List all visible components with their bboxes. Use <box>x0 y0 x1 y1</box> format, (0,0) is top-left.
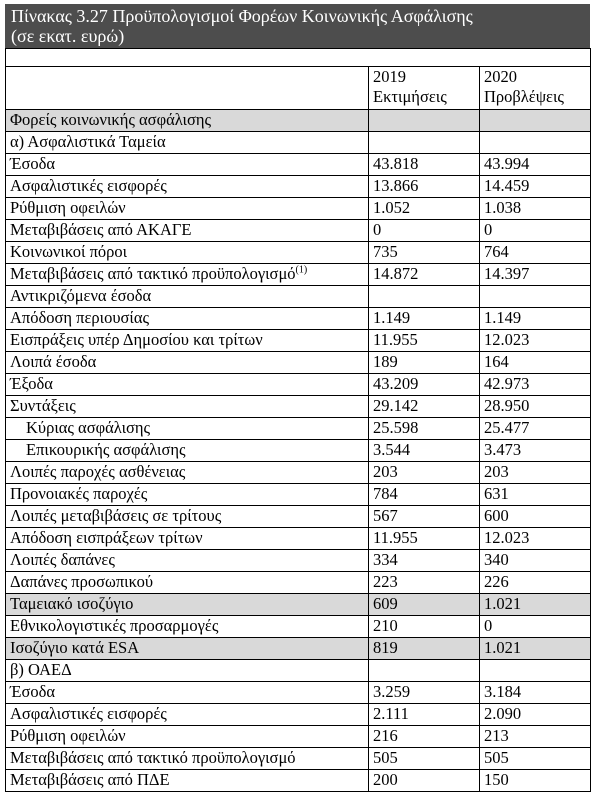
value-2020: 0 <box>480 220 591 242</box>
row-label <box>6 198 369 220</box>
table-row <box>6 506 591 528</box>
value-2019: 216 <box>369 726 480 748</box>
value-2020: 43.994 <box>480 154 591 176</box>
spacer-cell <box>6 49 591 67</box>
value-2020: 340 <box>480 550 591 572</box>
row-label <box>6 572 369 594</box>
value-2019: 189 <box>369 352 480 374</box>
value-2020: 764 <box>480 242 591 264</box>
value-2020: 0 <box>480 616 591 638</box>
row-label-text: Λοιπά έσοδα <box>10 352 97 371</box>
value-2019: 43.818 <box>369 154 480 176</box>
table-row <box>6 396 591 418</box>
value-2019: 3.259 <box>369 682 480 704</box>
table-row <box>6 638 591 660</box>
value-2020 <box>480 660 591 682</box>
table-row <box>6 462 591 484</box>
row-label-text: Μεταβιβάσεις από τακτικό προϋπολογισμό <box>10 264 296 283</box>
value-2020: 12.023 <box>480 528 591 550</box>
row-label-text: Μεταβιβάσεις από ΠΔΕ <box>10 770 170 789</box>
row-label <box>6 396 369 418</box>
table-row <box>6 704 591 726</box>
row-label <box>6 286 369 308</box>
table-row <box>6 374 591 396</box>
table-row <box>6 308 591 330</box>
row-label <box>6 748 369 770</box>
row-label-text: Μεταβιβάσεις από τακτικό προϋπολογισμό <box>10 748 296 767</box>
value-2019 <box>369 660 480 682</box>
section-header: Φορείς κοινωνικής ασφάλισης <box>6 110 369 132</box>
row-label <box>6 660 369 682</box>
value-2020 <box>480 286 591 308</box>
value-2019: 14.872 <box>369 264 480 286</box>
section-header-blank <box>369 110 480 132</box>
row-label <box>6 154 369 176</box>
row-label-text: α) Ασφαλιστικά Ταμεία <box>10 132 166 151</box>
row-label-text: Μεταβιβάσεις από ΑΚΑΓΕ <box>10 220 192 239</box>
table-row <box>6 572 591 594</box>
row-label <box>6 616 369 638</box>
row-label-text: Ασφαλιστικές εισφορές <box>10 176 167 195</box>
row-label-text: Απόδοση περιουσίας <box>10 308 150 327</box>
value-2020: 600 <box>480 506 591 528</box>
row-label <box>6 176 369 198</box>
value-2019: 25.598 <box>369 418 480 440</box>
value-2019: 609 <box>369 594 480 616</box>
value-2019: 505 <box>369 748 480 770</box>
table-units: (σε εκατ. ευρώ) <box>11 26 125 46</box>
row-label-text: Ρύθμιση οφειλών <box>10 198 126 217</box>
value-2020: 2.090 <box>480 704 591 726</box>
value-2020: 1.038 <box>480 198 591 220</box>
column-label-2019: Εκτιμήσεις <box>373 87 447 106</box>
value-2020: 42.973 <box>480 374 591 396</box>
row-label <box>6 330 369 352</box>
value-2019: 203 <box>369 462 480 484</box>
row-label <box>6 550 369 572</box>
row-label <box>6 704 369 726</box>
row-label <box>6 418 369 440</box>
row-label <box>6 638 369 660</box>
value-2020: 3.184 <box>480 682 591 704</box>
row-label <box>6 132 369 154</box>
value-2019: 334 <box>369 550 480 572</box>
value-2019: 567 <box>369 506 480 528</box>
value-2019: 200 <box>369 770 480 792</box>
table-row <box>6 682 591 704</box>
value-2019: 2.111 <box>369 704 480 726</box>
column-year-2020: 2020 <box>484 67 517 86</box>
row-label-text: Ρύθμιση οφειλών <box>10 726 126 745</box>
table-row <box>6 616 591 638</box>
table-row <box>6 176 591 198</box>
row-label <box>6 352 369 374</box>
value-2019: 3.544 <box>369 440 480 462</box>
value-2019: 223 <box>369 572 480 594</box>
row-label-text: Προνοιακές παροχές <box>10 484 148 503</box>
value-2020: 28.950 <box>480 396 591 418</box>
value-2020: 3.473 <box>480 440 591 462</box>
header-blank-cell <box>6 67 369 110</box>
table-row <box>6 528 591 550</box>
budget-table-body <box>6 49 591 792</box>
row-label <box>6 506 369 528</box>
row-label <box>6 374 369 396</box>
value-2020: 505 <box>480 748 591 770</box>
value-2020: 1.021 <box>480 638 591 660</box>
table-row <box>6 726 591 748</box>
table-row <box>6 352 591 374</box>
section-header-blank <box>480 110 591 132</box>
row-label-text: Ταμειακό ισοζύγιο <box>10 594 134 613</box>
column-header-2020 <box>480 67 591 110</box>
table-title: Πίνακας 3.27 Προϋπολογισμοί Φορέων Κοινωνικής Ασφάλισης <box>11 6 473 26</box>
table-row <box>6 484 591 506</box>
value-2019: 735 <box>369 242 480 264</box>
row-label <box>6 726 369 748</box>
value-2020 <box>480 132 591 154</box>
section-header-row <box>6 110 591 132</box>
table-row <box>6 770 591 792</box>
table-row <box>6 198 591 220</box>
value-2020: 12.023 <box>480 330 591 352</box>
row-label-text: Εθνικολογιστικές προσαρμογές <box>10 616 219 635</box>
row-label <box>6 484 369 506</box>
value-2020: 203 <box>480 462 591 484</box>
row-label <box>6 462 369 484</box>
row-label-text: β) ΟΑΕΔ <box>10 660 72 679</box>
column-year-2019: 2019 <box>373 67 406 86</box>
table-row <box>6 594 591 616</box>
row-label <box>6 242 369 264</box>
column-header-2019 <box>369 67 480 110</box>
value-2019: 11.955 <box>369 330 480 352</box>
spacer-row <box>6 49 591 67</box>
row-label-text: Λοιπές δαπάνες <box>10 550 115 569</box>
row-label <box>6 682 369 704</box>
value-2019: 43.209 <box>369 374 480 396</box>
row-label <box>6 308 369 330</box>
row-label <box>6 264 369 286</box>
row-label-text: Λοιπές μεταβιβάσεις σε τρίτους <box>10 506 222 525</box>
column-label-2020: Προβλέψεις <box>484 87 564 106</box>
row-label-text: Κύριας ασφάλισης <box>26 418 151 437</box>
value-2019 <box>369 286 480 308</box>
row-label <box>6 528 369 550</box>
value-2020: 150 <box>480 770 591 792</box>
value-2020: 14.397 <box>480 264 591 286</box>
value-2020: 1.021 <box>480 594 591 616</box>
row-label-text: Δαπάνες προσωπικού <box>10 572 153 591</box>
row-label <box>6 440 369 462</box>
row-label-text: Επικουρικής ασφάλισης <box>26 440 186 459</box>
table-row <box>6 286 591 308</box>
table-row <box>6 242 591 264</box>
value-2020: 1.149 <box>480 308 591 330</box>
row-label-text: Ασφαλιστικές εισφορές <box>10 704 167 723</box>
table-row <box>6 748 591 770</box>
row-label-text: Κοινωνικοί πόροι <box>10 242 128 261</box>
value-2019 <box>369 132 480 154</box>
row-label-text: Ισοζύγιο κατά ESA <box>10 638 140 657</box>
table-row <box>6 660 591 682</box>
row-label-text: Λοιπές παροχές ασθένειας <box>10 462 186 481</box>
row-label-text: Έσοδα <box>10 682 56 701</box>
value-2020: 14.459 <box>480 176 591 198</box>
table-row <box>6 132 591 154</box>
table-row <box>6 440 591 462</box>
row-label-text: Εισπράξεις υπέρ Δημοσίου και τρίτων <box>10 330 263 349</box>
table-row <box>6 550 591 572</box>
value-2020: 25.477 <box>480 418 591 440</box>
row-label-text: Έσοδα <box>10 154 56 173</box>
value-2019: 1.052 <box>369 198 480 220</box>
column-header-row <box>6 67 591 110</box>
table-row <box>6 418 591 440</box>
value-2020: 226 <box>480 572 591 594</box>
row-label-text: Έξοδα <box>10 374 53 393</box>
value-2019: 210 <box>369 616 480 638</box>
value-2019: 0 <box>369 220 480 242</box>
footnote-marker: (1) <box>295 264 308 276</box>
budget-table <box>5 48 591 792</box>
table-row <box>6 264 591 286</box>
row-label-text: Αντικριζόμενα έσοδα <box>10 286 152 305</box>
table-row <box>6 154 591 176</box>
value-2019: 11.955 <box>369 528 480 550</box>
value-2019: 1.149 <box>369 308 480 330</box>
row-label-text: Απόδοση εισπράξεων τρίτων <box>10 528 203 547</box>
value-2019: 784 <box>369 484 480 506</box>
value-2020: 164 <box>480 352 591 374</box>
row-label <box>6 220 369 242</box>
table-row <box>6 220 591 242</box>
table-caption <box>5 4 590 48</box>
value-2019: 819 <box>369 638 480 660</box>
row-label-text: Συντάξεις <box>10 396 76 415</box>
value-2019: 13.866 <box>369 176 480 198</box>
value-2020: 213 <box>480 726 591 748</box>
value-2019: 29.142 <box>369 396 480 418</box>
table-row <box>6 330 591 352</box>
row-label <box>6 594 369 616</box>
value-2020: 631 <box>480 484 591 506</box>
row-label <box>6 770 369 792</box>
